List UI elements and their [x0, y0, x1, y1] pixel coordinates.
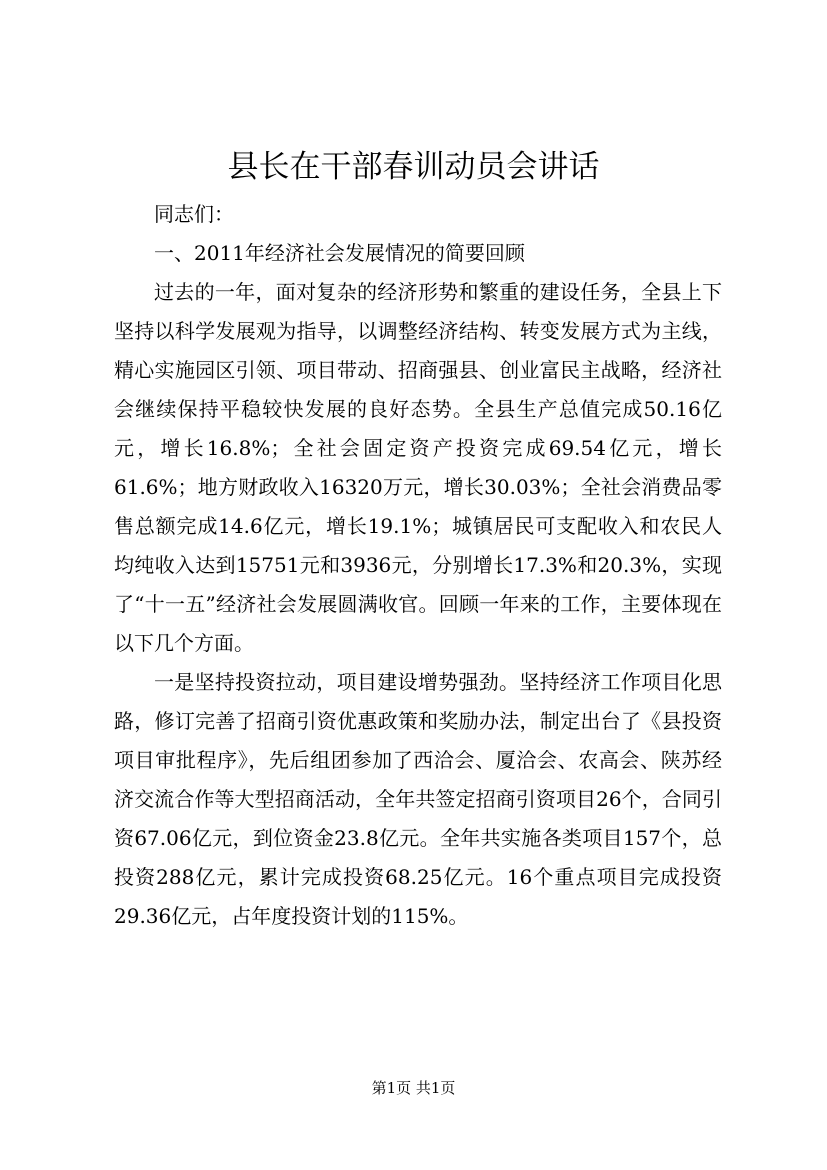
- paragraph-review: 过去的一年，面对复杂的经济形势和繁重的建设任务，全县上下坚持以科学发展观为指导，以调整经济结构、转变发展方式为主线，精心实施园区引领、项目带动、招商强县、创业富民主战略，经济社会继续保持平稳较快发展的良好态势。全县生产总值完成50.16亿元，增长16.8%；全社会固定资产投资完成69.54亿元，增长61.6%；地方财政收入16320万元，增长30.03%；全社会消费品零售总额完成14.6亿元，增长19.1%；城镇居民可支配收入和农民人均纯收入达到15751元和3936元，分别增长17.3%和20.3%，实现了“十一五”经济社会发展圆满收官。回顾一年来的工作，主要体现在以下几个方面。: [114, 280, 722, 655]
- salutation: 同志们：: [154, 202, 234, 226]
- page-footer: 第1页 共1页: [371, 1079, 456, 1097]
- document-body: [114, 195, 722, 936]
- document-title: 县长在干部春训动员会讲话: [227, 149, 600, 185]
- section-heading: 一、2011年经济社会发展情况的简要回顾: [154, 241, 525, 265]
- paragraph-investment: 一是坚持投资拉动，项目建设增势强劲。坚持经济工作项目化思路，修订完善了招商引资优惠政策和奖励办法，制定出台了《县投资项目审批程序》，先后组团参加了西洽会、厦洽会、农高会、陕苏经济交流合作等大型招商活动，全年共签定招商引资项目26个，合同引资67.06亿元，到位资金23.8亿元。全年共实施各类项目157个，总投资288亿元，累计完成投资68.25亿元。16个重点项目完成投资29.36亿元，占年度投资计划的115%。: [114, 670, 722, 928]
